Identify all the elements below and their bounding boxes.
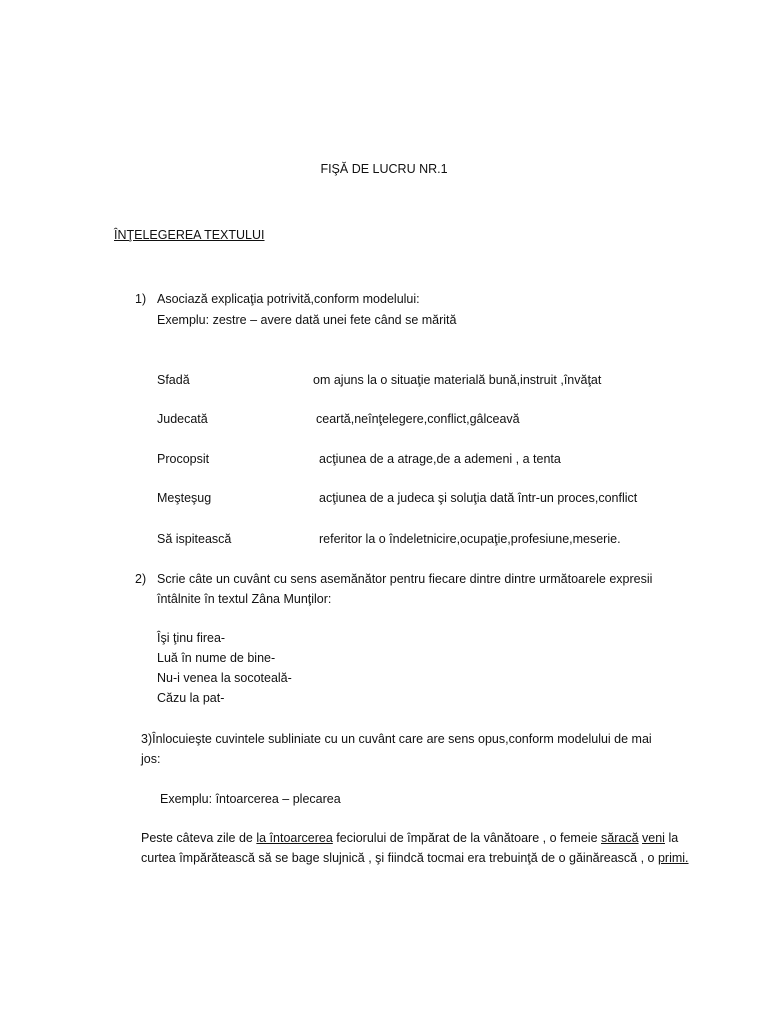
question-2-number: 2) [135,572,147,586]
match-word: Să ispitească [157,532,232,546]
question-1-example: Exemplu: zestre – avere dată unei fete când se mărită [157,313,457,327]
match-explanation: referitor la o îndeletnicire,ocupaţie,profesiune,meserie. [319,532,621,546]
paragraph-text: Peste câteva zile de [141,831,257,845]
match-word: Meşteşug [157,491,212,505]
match-explanation: acţiunea de a atrage,de a ademeni , a tenta [319,452,561,466]
expression-item: Luă în nume de bine- [157,651,276,665]
question-3-example: Exemplu: întoarcerea – plecarea [160,792,341,806]
match-word: Judecată [157,412,208,426]
question-3-paragraph [141,828,701,868]
section-heading: ÎNŢELEGEREA TEXTULUI [114,228,265,242]
match-word: Sfadă [157,373,190,387]
question-1-instruction: Asociază explicaţia potrivită,conform modelului: [157,292,420,306]
match-word: Procopsit [157,452,210,466]
underlined-word: primi. [657,851,689,865]
paragraph-text: la curtea împărătească să se bage slujnică , şi fiindcă tocmai era trebuinţă de o găinărească , o [141,831,679,865]
question-3-instruction-line2: jos: [141,752,161,766]
paragraph-text: feciorului de împărat de la vânătoare , o femeie [332,831,602,845]
question-1-number: 1) [135,292,147,306]
question-2-instruction-line1: Scrie câte un cuvânt cu sens asemănător pentru fiecare dintre dintre următoarele expresii [157,572,653,586]
underlined-word: la întoarcerea [256,831,333,845]
match-explanation: acţiunea de a judeca şi soluţia dată într-un proces,conflict [319,491,638,505]
underlined-word: veni [642,831,665,845]
match-explanation: ceartă,neînţelegere,conflict,gâlceavă [316,412,520,426]
question-2-instruction-line2: întâlnite în textul Zâna Munţilor: [157,592,332,606]
underlined-word: săracă [601,831,639,845]
question-3-instruction-line1: 3)Înlocuieşte cuvintele subliniate cu un cuvânt care are sens opus,conform modelului de mai [141,732,652,746]
expression-item: Căzu la pat- [157,691,225,705]
match-explanation: om ajuns la o situaţie materială bună,instruit ,învăţat [313,373,602,387]
expression-item: Nu-i venea la socoteală- [157,671,292,685]
page-title: FIŞĂ DE LUCRU NR.1 [320,162,448,176]
expression-item: Îşi ţinu firea- [157,631,226,645]
